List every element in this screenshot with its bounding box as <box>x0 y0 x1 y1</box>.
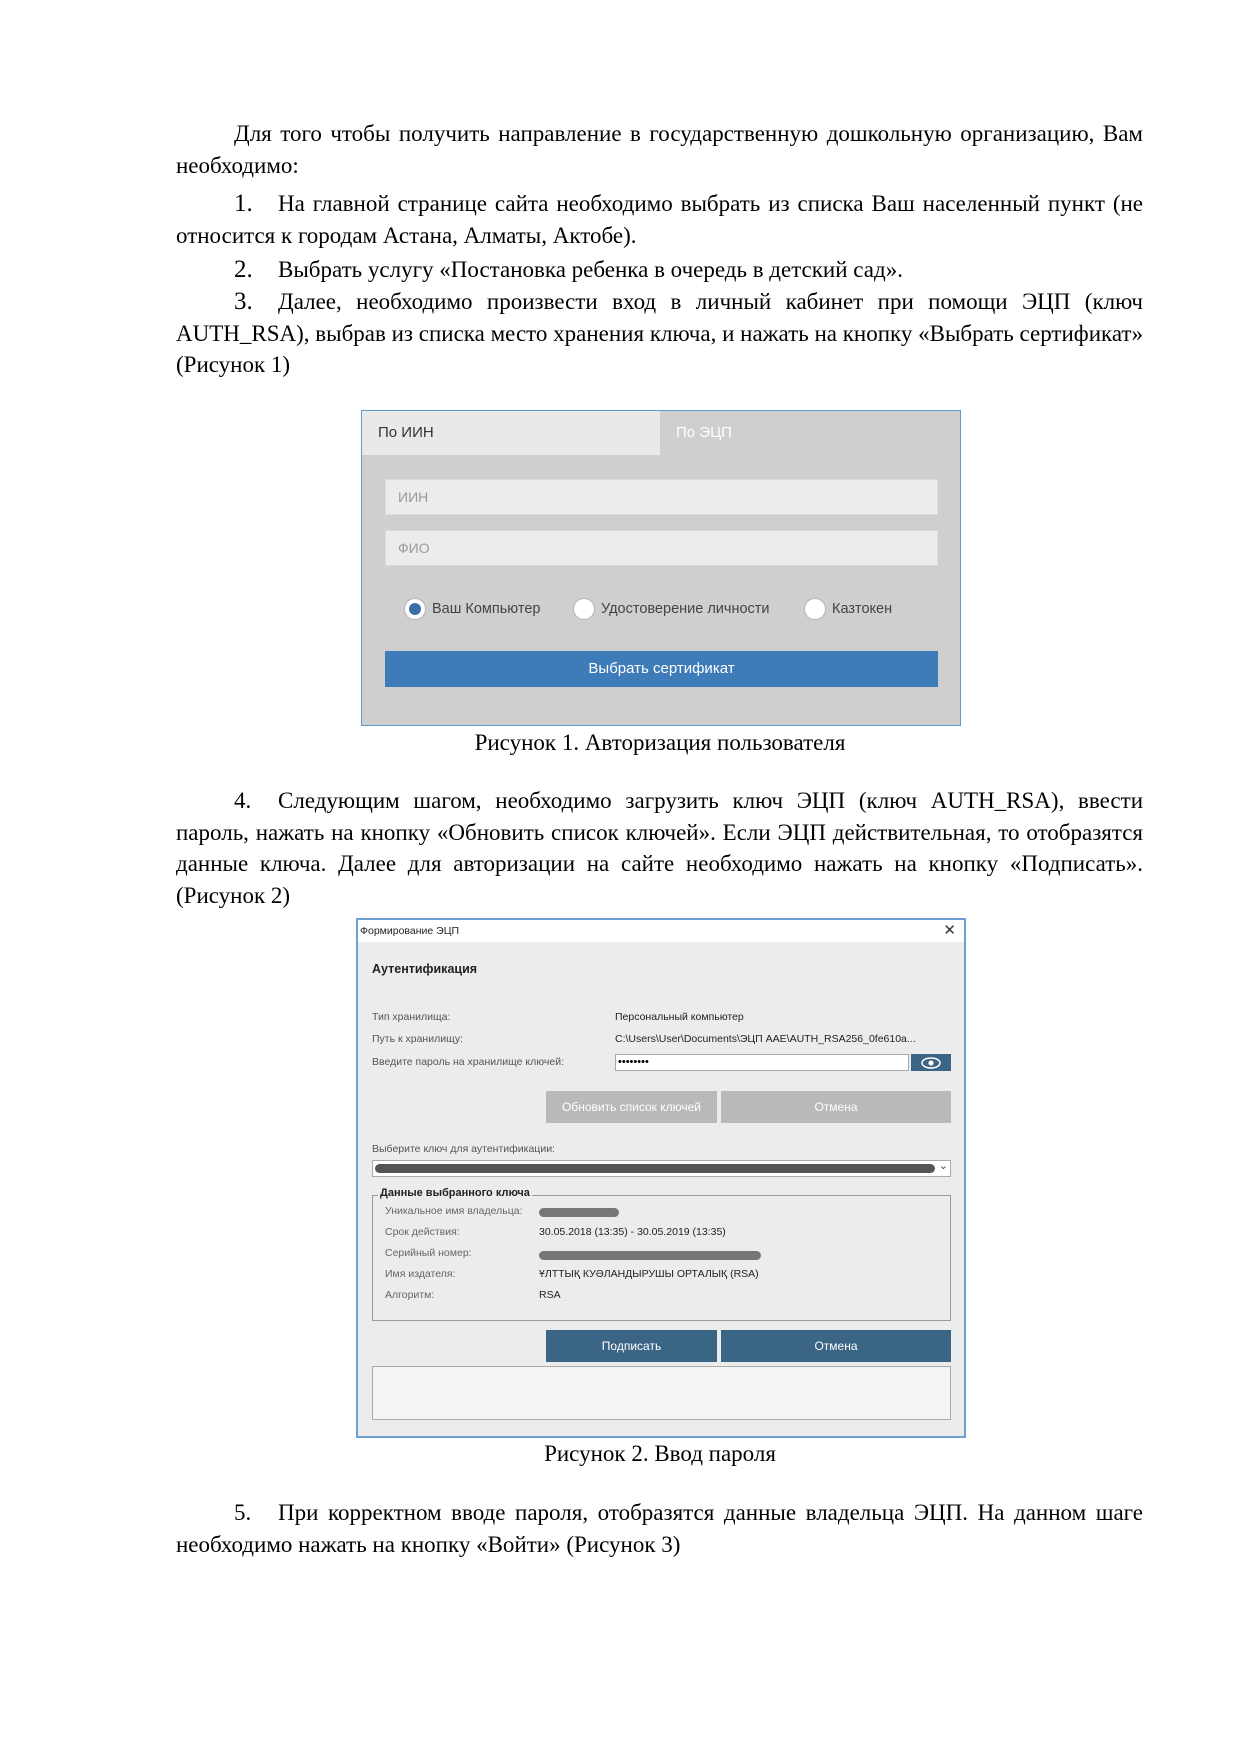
radio-id-card-label: Удостоверение личности <box>601 601 770 617</box>
issuer-value: ҰЛТТЫҚ КУӘЛАНДЫРУШЫ ОРТАЛЫҚ (RSA) <box>539 1268 759 1280</box>
figure-1-login-form <box>361 410 961 726</box>
figure-2-ecp-dialog <box>356 918 966 1438</box>
tab-by-iin[interactable]: По ИИН <box>362 411 660 455</box>
radio-kaztoken[interactable] <box>804 598 892 620</box>
step-4 <box>176 785 1143 911</box>
radio-selected-icon <box>404 598 426 620</box>
storage-path-label: Путь к хранилищу: <box>372 1033 464 1045</box>
step-4-number: 4. <box>234 788 252 813</box>
password-input[interactable]: •••••••• <box>615 1054 909 1071</box>
storage-path-value: C:\Users\User\Documents\ЭЦП AAE\AUTH_RSA256_0fe610a... <box>615 1033 916 1045</box>
algorithm-label: Алгоритм: <box>385 1289 435 1301</box>
step-2 <box>176 254 1143 286</box>
step-5-number: 5. <box>234 1500 252 1525</box>
iin-input[interactable]: ИИН <box>385 479 938 515</box>
show-password-button[interactable] <box>911 1054 951 1071</box>
status-area <box>372 1366 951 1420</box>
password-label: Введите пароль на хранилище ключей: <box>372 1056 564 1068</box>
radio-your-computer[interactable] <box>404 598 540 620</box>
step-2-number: 2. <box>234 256 253 283</box>
refresh-keys-button[interactable]: Обновить список ключей <box>546 1091 717 1123</box>
issuer-label: Имя издателя: <box>385 1268 456 1280</box>
sign-button[interactable]: Подписать <box>546 1330 717 1362</box>
storage-type-value: Персональный компьютер <box>615 1011 744 1023</box>
close-icon[interactable]: ✕ <box>943 922 956 939</box>
redacted-owner <box>539 1208 619 1217</box>
eye-icon <box>921 1057 941 1069</box>
radio-unselected-icon <box>573 598 595 620</box>
chevron-down-icon: ⌄ <box>938 1160 948 1172</box>
validity-label: Срок действия: <box>385 1226 460 1238</box>
key-select-dropdown[interactable] <box>372 1160 951 1177</box>
figure-2-caption: Рисунок 2. Ввод пароля <box>544 1441 776 1466</box>
select-certificate-button[interactable]: Выбрать сертификат <box>385 651 938 687</box>
step-3-text: Далее, необходимо произвести вход в личный кабинет при помощи ЭЦП (ключ AUTH_RSA), выбрав из списка место хранения ключа, и нажать на кнопку «Выбрать сертификат» (Рисунок 1) <box>176 289 1143 377</box>
redacted-serial <box>539 1251 761 1260</box>
radio-kaztoken-label: Казтокен <box>832 601 893 617</box>
tab-by-ecp[interactable]: По ЭЦП <box>660 411 960 455</box>
validity-value: 30.05.2018 (13:35) - 30.05.2019 (13:35) <box>539 1226 726 1238</box>
step-1 <box>176 188 1143 251</box>
algorithm-value: RSA <box>539 1289 561 1301</box>
step-4-text: Следующим шагом, необходимо загрузить ключ ЭЦП (ключ AUTH_RSA), ввести пароль, нажать на кнопку «Обновить список ключей». Если ЭЦП действительная, то отобразятся данные ключа. Далее для авторизации на сайте необходимо нажать на кнопку «Подписать». (Рисунок 2) <box>176 788 1143 908</box>
step-3 <box>176 286 1143 381</box>
group-title: Данные выбранного ключа <box>380 1187 530 1199</box>
radio-unselected-icon <box>804 598 826 620</box>
owner-label: Уникальное имя владельца: <box>385 1205 523 1217</box>
serial-label: Серийный номер: <box>385 1247 472 1259</box>
dialog-title: Формирование ЭЦП <box>360 925 460 937</box>
radio-your-computer-label: Ваш Компьютер <box>432 601 541 617</box>
step-1-text: На главной странице сайта необходимо выбрать из списка Ваш населенный пункт (не относится к городам Астана, Алматы, Актобе). <box>176 191 1143 248</box>
redacted-key <box>375 1164 935 1173</box>
step-5 <box>176 1497 1143 1560</box>
fio-input[interactable]: ФИО <box>385 530 938 566</box>
step-2-text: Выбрать услугу «Постановка ребенка в очередь в детский сад». <box>278 257 903 282</box>
radio-id-card[interactable] <box>573 598 770 620</box>
step-5-text: При корректном вводе пароля, отобразятся данные владельца ЭЦП. На данном шаге необходимо нажать на кнопку «Войти» (Рисунок 3) <box>176 1500 1143 1557</box>
cancel-button-top[interactable]: Отмена <box>721 1091 951 1123</box>
dialog-heading: Аутентификация <box>372 962 478 976</box>
dialog-titlebar <box>358 920 964 942</box>
cancel-button-bottom[interactable]: Отмена <box>721 1330 951 1362</box>
selected-key-groupbox <box>372 1187 951 1321</box>
step-1-number: 1. <box>234 190 253 217</box>
select-key-label: Выберите ключ для аутентификации: <box>372 1143 555 1155</box>
intro-paragraph: Для того чтобы получить направление в государственную дошкольную организацию, Вам необходимо: <box>176 121 1143 178</box>
step-3-number: 3. <box>234 288 253 315</box>
storage-type-label: Тип хранилища: <box>372 1011 451 1023</box>
figure-1-caption: Рисунок 1. Авторизация пользователя <box>474 730 846 755</box>
